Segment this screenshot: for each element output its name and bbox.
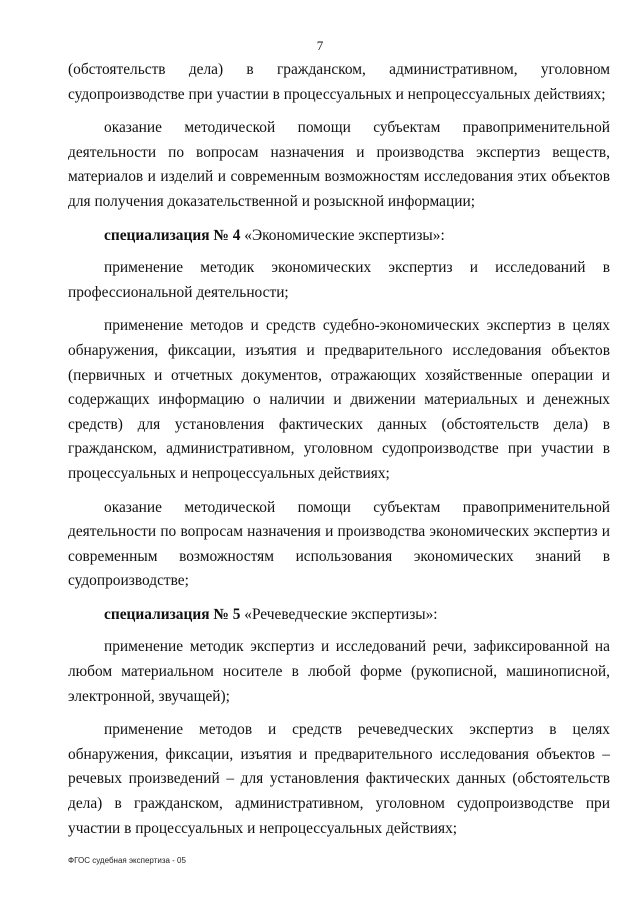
paragraph: применение методов и средств судебно-экономических экспертиз в целях обнаружения, фиксации, изъятия и предварительного исследования объектов (первичных и отчетных документов, отражающих хозяйственные операции и содержащих информацию о наличии и движении материальных и денежных средств) для установления фактических данных (обстоятельств дела) в гражданском, административном, уголовном судопроизводстве при участии в процессуальных и непроцессуальных действиях; [68, 317, 610, 482]
paragraph: применение методов и средств речеведческих экспертиз в целях обнаружения, фиксации, изъятия и предварительного исследования объектов – речевых произведений – для установления фактических данных (обстоятельств дела) в гражданском, административном, уголовном судопроизводстве при участии в процессуальных и непроцессуальных действиях; [68, 721, 610, 837]
specialization-5-label: специализация № 5 [104, 605, 241, 623]
specialization-4-title: «Экономические экспертизы»: [240, 226, 445, 244]
page-footer: ФГОС судебная экспертиза - 05 [68, 856, 186, 865]
paragraph: оказание методической помощи субъектам правоприменительной деятельности по вопросам назначения и производства экономических экспертиз и современным возможностям использования экономических знаний в судопроизводстве; [68, 498, 610, 590]
paragraph: применение методик экономических экспертиз и исследований в профессиональной деятельности; [68, 259, 610, 301]
page-number: 7 [316, 38, 324, 53]
paragraph: применение методик экспертиз и исследований речи, зафиксированной на любом материальном носителе в любой форме (рукописной, машинописной, электронной, звучащей); [68, 638, 610, 705]
specialization-4-label: специализация № 4 [104, 226, 241, 244]
paragraph: оказание методической помощи субъектам правоприменительной деятельности по вопросам назначения и производства экспертиз веществ, материалов и изделий и современным возможностям исследования этих объектов для получения доказательственной и розыскной информации; [68, 119, 610, 210]
document-body [68, 58, 610, 850]
specialization-5-title: «Речеведческие экспертизы»: [240, 605, 438, 623]
specialization-4-heading [68, 224, 610, 249]
paragraph-continuation: (обстоятельств дела) в гражданском, административном, уголовном судопроизводстве при участии в процессуальных и непроцессуальных действиях; [68, 61, 610, 103]
specialization-5-heading [68, 603, 610, 628]
